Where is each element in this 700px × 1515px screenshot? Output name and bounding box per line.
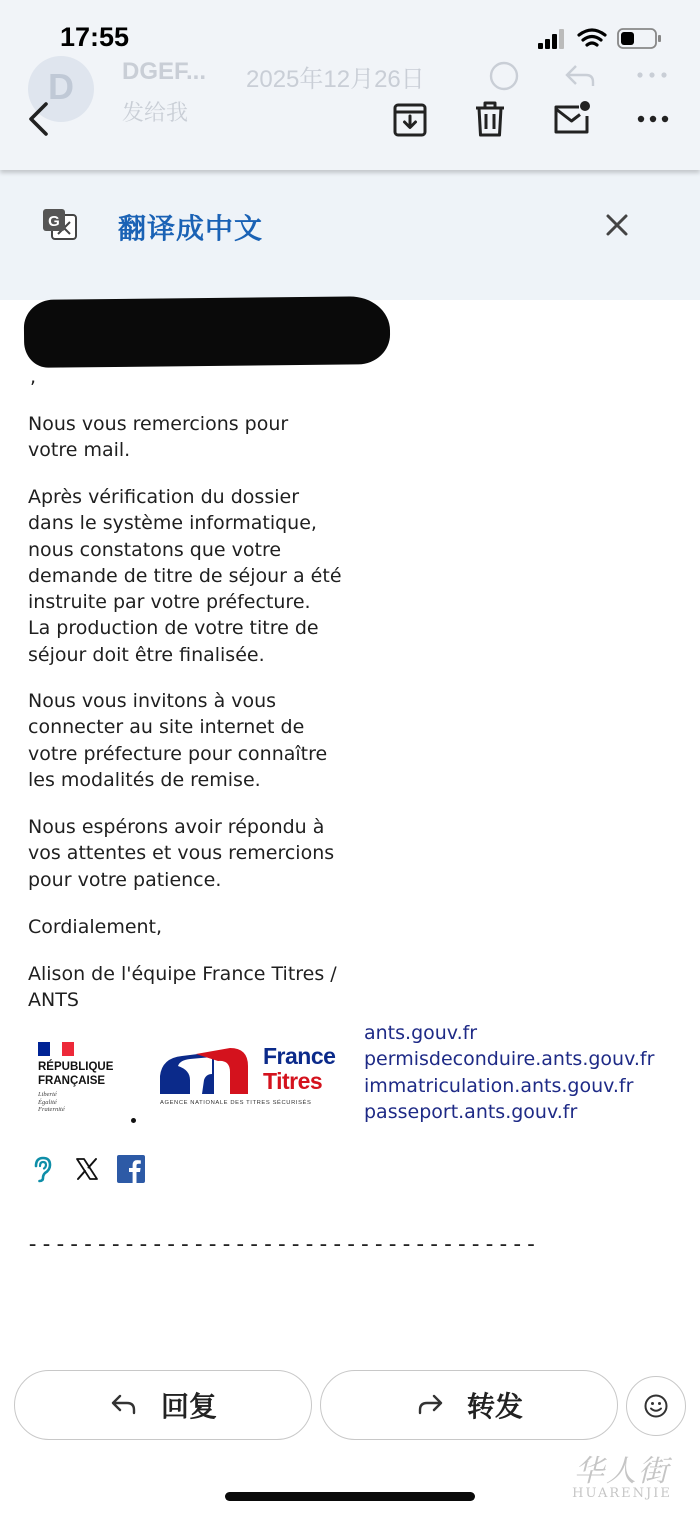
- reply-ghost-icon: [564, 62, 596, 90]
- translate-icon: [40, 205, 80, 245]
- paragraph-closing: Nous espérons avoir répondu à vos attentes et vous remercions pour votre patience.: [28, 816, 335, 891]
- archive-button[interactable]: [387, 96, 433, 142]
- link-ants[interactable]: ants.gouv.fr: [364, 1022, 478, 1044]
- forward-icon: [415, 1390, 445, 1420]
- close-translate-icon[interactable]: [600, 208, 634, 242]
- email-date: 2025年12月26日: [246, 66, 425, 93]
- more-button[interactable]: [630, 96, 676, 142]
- mark-unread-icon: [549, 96, 595, 142]
- forward-label: 转发: [466, 1390, 523, 1423]
- archive-icon: [387, 96, 433, 142]
- status-time: 17:55: [60, 22, 130, 52]
- rf-wordmark: RÉPUBLIQUE FRANÇAISE: [38, 1061, 114, 1087]
- link-passeport[interactable]: passeport.ants.gouv.fr: [364, 1100, 578, 1123]
- signature-links: [364, 1020, 654, 1125]
- republique-francaise-logo: [38, 1042, 138, 1122]
- separator-line: -------------------------------------: [26, 1232, 539, 1257]
- email-header: [0, 0, 700, 170]
- reply-icon: [109, 1390, 139, 1420]
- french-flag-icon: [38, 1042, 74, 1056]
- separator-dot: [131, 1118, 136, 1123]
- status-icons: [534, 26, 664, 52]
- emoji-reaction-button[interactable]: [626, 1376, 686, 1436]
- back-chevron-icon: [16, 96, 62, 142]
- wifi-icon: [579, 30, 605, 45]
- accessibility-ear-icon[interactable]: [28, 1154, 58, 1184]
- emoji-react-icon: [488, 60, 520, 92]
- site-watermark: 华人街 HUARENJIE: [572, 1454, 672, 1501]
- reply-button[interactable]: [14, 1370, 312, 1440]
- mark-unread-button[interactable]: [549, 96, 595, 142]
- recipient-label: 发给我: [122, 100, 189, 125]
- reply-label: 回复: [160, 1390, 217, 1423]
- x-icon[interactable]: [72, 1154, 102, 1184]
- link-immatriculation[interactable]: immatriculation.ants.gouv.fr: [364, 1074, 634, 1097]
- home-indicator[interactable]: [225, 1492, 475, 1501]
- translate-banner: [0, 170, 700, 300]
- trash-icon: [467, 96, 513, 142]
- battery-icon: [618, 29, 661, 48]
- paragraph-invitation: Nous vous invitons à vous connecter au site internet de votre préfecture pour connaître les modalités de remise.: [28, 690, 328, 791]
- back-button[interactable]: [16, 96, 62, 142]
- greeting-comma: ,: [30, 366, 37, 388]
- sender-initial: D: [48, 66, 74, 107]
- more-ghost-icon: [636, 70, 668, 80]
- france-titres-wordmark: France Titres: [263, 1043, 336, 1094]
- cellular-signal-icon: [538, 29, 564, 49]
- forward-button[interactable]: [320, 1370, 618, 1440]
- paragraph-verification: Après vérification du dossier dans le système informatique, nous constatons que votre demande de titre de séjour a été instruite par votre préfecture. La production de votre titre de séjour doit être finalisée.: [28, 486, 342, 666]
- agency-tagline: AGENCE NATIONALE DES TITRES SÉCURISÉS: [160, 1100, 312, 1106]
- sign-off: Cordialement,: [28, 916, 163, 938]
- facebook-icon[interactable]: [116, 1154, 146, 1184]
- paragraph-thanks: Nous vous remercions pour votre mail.: [28, 413, 289, 462]
- france-titres-logo: [156, 1044, 348, 1110]
- svg-text:G: G: [48, 213, 60, 230]
- redacted-greeting: [24, 296, 391, 368]
- delete-button[interactable]: [467, 96, 513, 142]
- sender-name: DGEF...: [122, 58, 207, 85]
- more-icon: [630, 96, 676, 142]
- translate-button[interactable]: 翻译成中文: [118, 212, 264, 245]
- link-permis[interactable]: permisdeconduire.ants.gouv.fr: [364, 1048, 655, 1071]
- rf-motto: Liberté Égalité Fraternité: [38, 1091, 65, 1113]
- signature-name: Alison de l'équipe France Titres / ANTS: [28, 963, 337, 1012]
- smiley-icon: [643, 1393, 669, 1419]
- france-titres-emblem-icon: [156, 1046, 252, 1096]
